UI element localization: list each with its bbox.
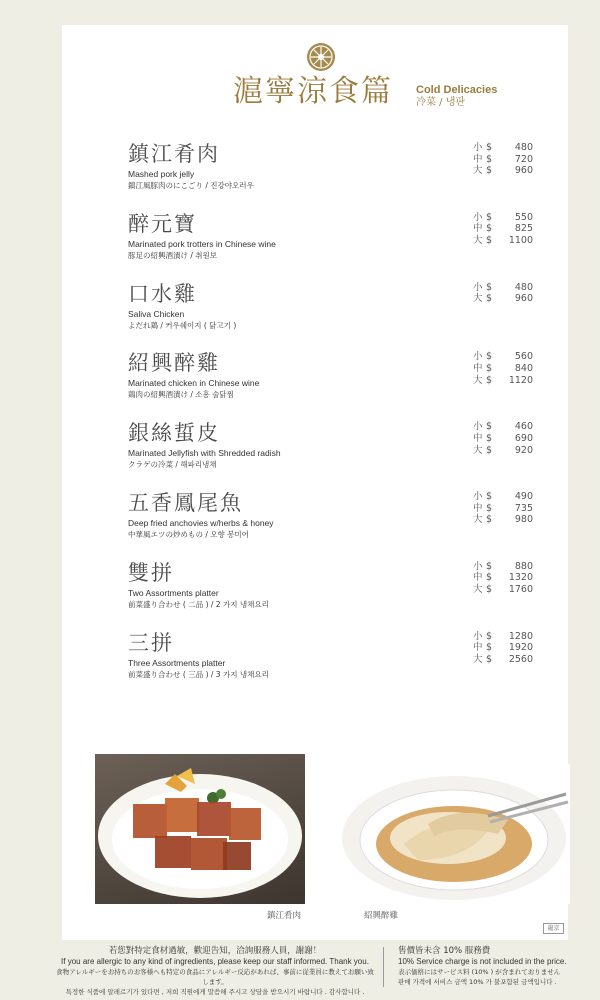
price-value: 560 [514,351,533,363]
portion-size: 小 [473,351,483,363]
portion-size: 大 [473,293,483,305]
currency-symbol: $ [486,514,493,526]
dish-english-name: Marinated chicken in Chinese wine [128,378,260,389]
price-value: 960 [514,293,533,305]
price-row [473,282,533,294]
left-photo-caption: 鎮江肴肉 [267,911,302,921]
portion-size: 小 [473,281,483,293]
price-value: 720 [514,153,533,165]
portion-size: 中 [473,502,483,514]
price-row [473,421,533,433]
dish-local-name: 中華風エツの炒めもの / 오향 봉미어 [128,530,249,539]
price-row [473,433,533,445]
price-row [473,654,533,666]
dish-name: 鎮江肴肉 [128,142,220,166]
price-row [473,642,533,654]
portion-size: 中 [473,153,483,165]
price-row [473,363,533,375]
dish-local-name: 鎮江風豚肉のにこごり / 진강야오러우 [128,181,254,190]
price-value: 1920 [508,642,533,654]
price-value: 1320 [508,572,533,584]
service-notice-zh: 售價皆未含 10% 服務費 [398,946,491,956]
dish-item [128,561,548,621]
currency-symbol: $ [486,642,493,654]
price-row [473,375,533,387]
portion-size: 大 [473,584,483,596]
currency-symbol: $ [486,281,493,293]
portion-size: 大 [473,444,483,456]
currency-symbol: $ [486,142,493,153]
price-value: 550 [514,211,533,223]
price-value: 1760 [508,584,533,596]
price-row [473,572,533,584]
dish-item [128,282,548,342]
price-row [473,165,533,177]
portion-size: 大 [473,374,483,386]
price-list [473,351,533,386]
dish-local-name: 前菜盛り合わせ ( 二品 ) / 2 가지 냉채요리 [128,599,269,609]
portion-size: 大 [473,653,483,665]
price-value: 490 [514,491,533,502]
dish-name: 五香鳳尾魚 [128,491,243,515]
allergy-notice [55,946,375,997]
dish-local-name: 豚足の紹興酒漬け / 취원보 [128,250,218,260]
price-list [473,212,533,247]
restaurant-tag: 龍京 [543,923,564,934]
price-value: 840 [514,363,533,375]
portion-size: 小 [473,211,483,223]
dish-local-name: よだれ鶏 / 커우쉐이지 ( 닭고기 ) [128,320,237,330]
currency-symbol: $ [486,374,493,386]
price-row [473,561,533,573]
portion-size: 中 [473,572,483,584]
currency-symbol: $ [486,153,493,165]
drunken-chicken-photo [338,764,570,904]
dish-english-name: Deep fried anchovies w/herbs & honey [128,518,274,528]
price-value: 1280 [508,630,533,642]
currency-symbol: $ [486,584,493,596]
dish-item [128,631,548,691]
price-value: 880 [514,560,533,572]
price-value: 980 [514,514,533,526]
menu-title-subtitle: 冷菜 / 냉판 [416,97,466,108]
allergy-notice-ko: 특정한 식품에 알레르기가 있다면 , 저희 직원에게 말씀해 주시고 상담을 받으시기 바랍니다 . 감사합니다 . [65,988,365,996]
dish-item [128,142,548,202]
dish-name: 雙拼 [128,560,174,585]
price-value: 2560 [508,653,533,665]
price-value: 735 [514,502,533,514]
price-value: 690 [514,432,533,444]
price-row [473,235,533,247]
portion-size: 中 [473,363,483,375]
service-notice-ko: 판매 가격에 서비스 금액 10% 가 불포함된 금액입니다 . [398,978,557,986]
service-notice-ja: 表示価格にはサービス料 (10% ) が含まれておりません [398,968,561,976]
service-charge-notice [398,946,598,987]
flower-emblem-icon [307,43,335,71]
allergy-notice-zh: 若您對特定食材過敏，歡迎告知，洽詢服務人員，謝謝！ [108,946,322,956]
footer-divider [383,947,384,987]
dish-local-name: 鶏肉の紹興酒漬け / 소흥 술닭찜 [128,390,234,400]
dish-name: 銀絲蜇皮 [128,421,220,446]
dish-name: 口水雞 [128,281,197,306]
currency-symbol: $ [486,432,493,444]
currency-symbol: $ [486,293,493,305]
dish-english-name: Three Assortments platter [128,657,226,668]
portion-size: 小 [473,421,483,433]
portion-size: 中 [473,432,483,444]
dish-english-name: Mashed pork jelly [128,169,195,179]
price-value: 460 [514,421,533,433]
currency-symbol: $ [486,351,493,363]
currency-symbol: $ [486,211,493,223]
currency-symbol: $ [486,491,493,502]
price-list [473,142,533,177]
price-list [473,282,533,305]
price-row [473,293,533,305]
price-row [473,154,533,166]
portion-size: 大 [473,514,483,526]
dish-name: 紹興醉雞 [128,351,220,376]
portion-size: 大 [473,165,483,177]
currency-symbol: $ [486,363,493,375]
currency-symbol: $ [486,421,493,433]
dish-english-name: Two Assortments platter [128,587,219,598]
price-list [473,491,533,526]
price-value: 480 [514,142,533,153]
right-photo-caption: 紹興醉雞 [364,911,399,921]
price-row [473,503,533,515]
dish-item [128,351,548,411]
price-value: 480 [514,281,533,293]
currency-symbol: $ [486,444,493,456]
currency-symbol: $ [486,165,493,177]
service-notice-en: 10% Service charge is not included in the price. [398,957,567,966]
price-value: 825 [514,223,533,235]
price-list [473,631,533,666]
currency-symbol: $ [486,223,493,235]
portion-size: 中 [473,223,483,235]
currency-symbol: $ [486,572,493,584]
portion-size: 大 [473,235,483,247]
dish-english-name: Marinated pork trotters in Chinese wine [128,238,276,249]
menu-title-english: Cold Delicacies [416,84,498,96]
price-row [473,142,533,154]
price-row [473,631,533,643]
price-row [473,584,533,596]
currency-symbol: $ [486,502,493,514]
price-list [473,421,533,456]
allergy-notice-en: If you are allergic to any kind of ingredients, please keep our staff informed. Thank you. [61,957,369,966]
dish-english-name: Saliva Chicken [128,308,185,319]
currency-symbol: $ [486,560,493,572]
dish-local-name: 前菜盛り合わせ ( 三品 ) / 3 가지 냉채요리 [128,669,269,679]
price-row [473,491,533,503]
portion-size: 小 [473,560,483,572]
price-row [473,445,533,457]
allergy-notice-ja: 食物アレルギーをお持ちのお客様へも特定の食品にアレルギー反応があれば、事前に従業員に教えてお願い致します。 [56,968,374,986]
portion-size: 小 [473,491,483,502]
currency-symbol: $ [486,653,493,665]
pork-jelly-photo [95,754,305,904]
dish-item [128,212,548,272]
price-value: 1120 [508,374,533,386]
price-value: 1100 [508,235,533,247]
price-row [473,351,533,363]
dish-english-name: Marinated Jellyfish with Shredded radish [128,448,281,459]
price-row [473,514,533,526]
dish-name: 三拼 [128,630,174,655]
portion-size: 小 [473,142,483,153]
portion-size: 小 [473,630,483,642]
portion-size: 中 [473,642,483,654]
price-value: 920 [514,444,533,456]
price-row [473,223,533,235]
menu-title: 滬寧涼食篇 [233,74,393,109]
dish-name: 醉元寶 [128,211,197,236]
price-list [473,561,533,596]
currency-symbol: $ [486,630,493,642]
price-value: 960 [514,165,533,177]
dish-local-name: クラゲの冷菜 / 해파리냉채 [128,460,217,470]
dish-item [128,421,548,481]
dish-item [128,491,548,551]
currency-symbol: $ [486,235,493,247]
price-row [473,212,533,224]
